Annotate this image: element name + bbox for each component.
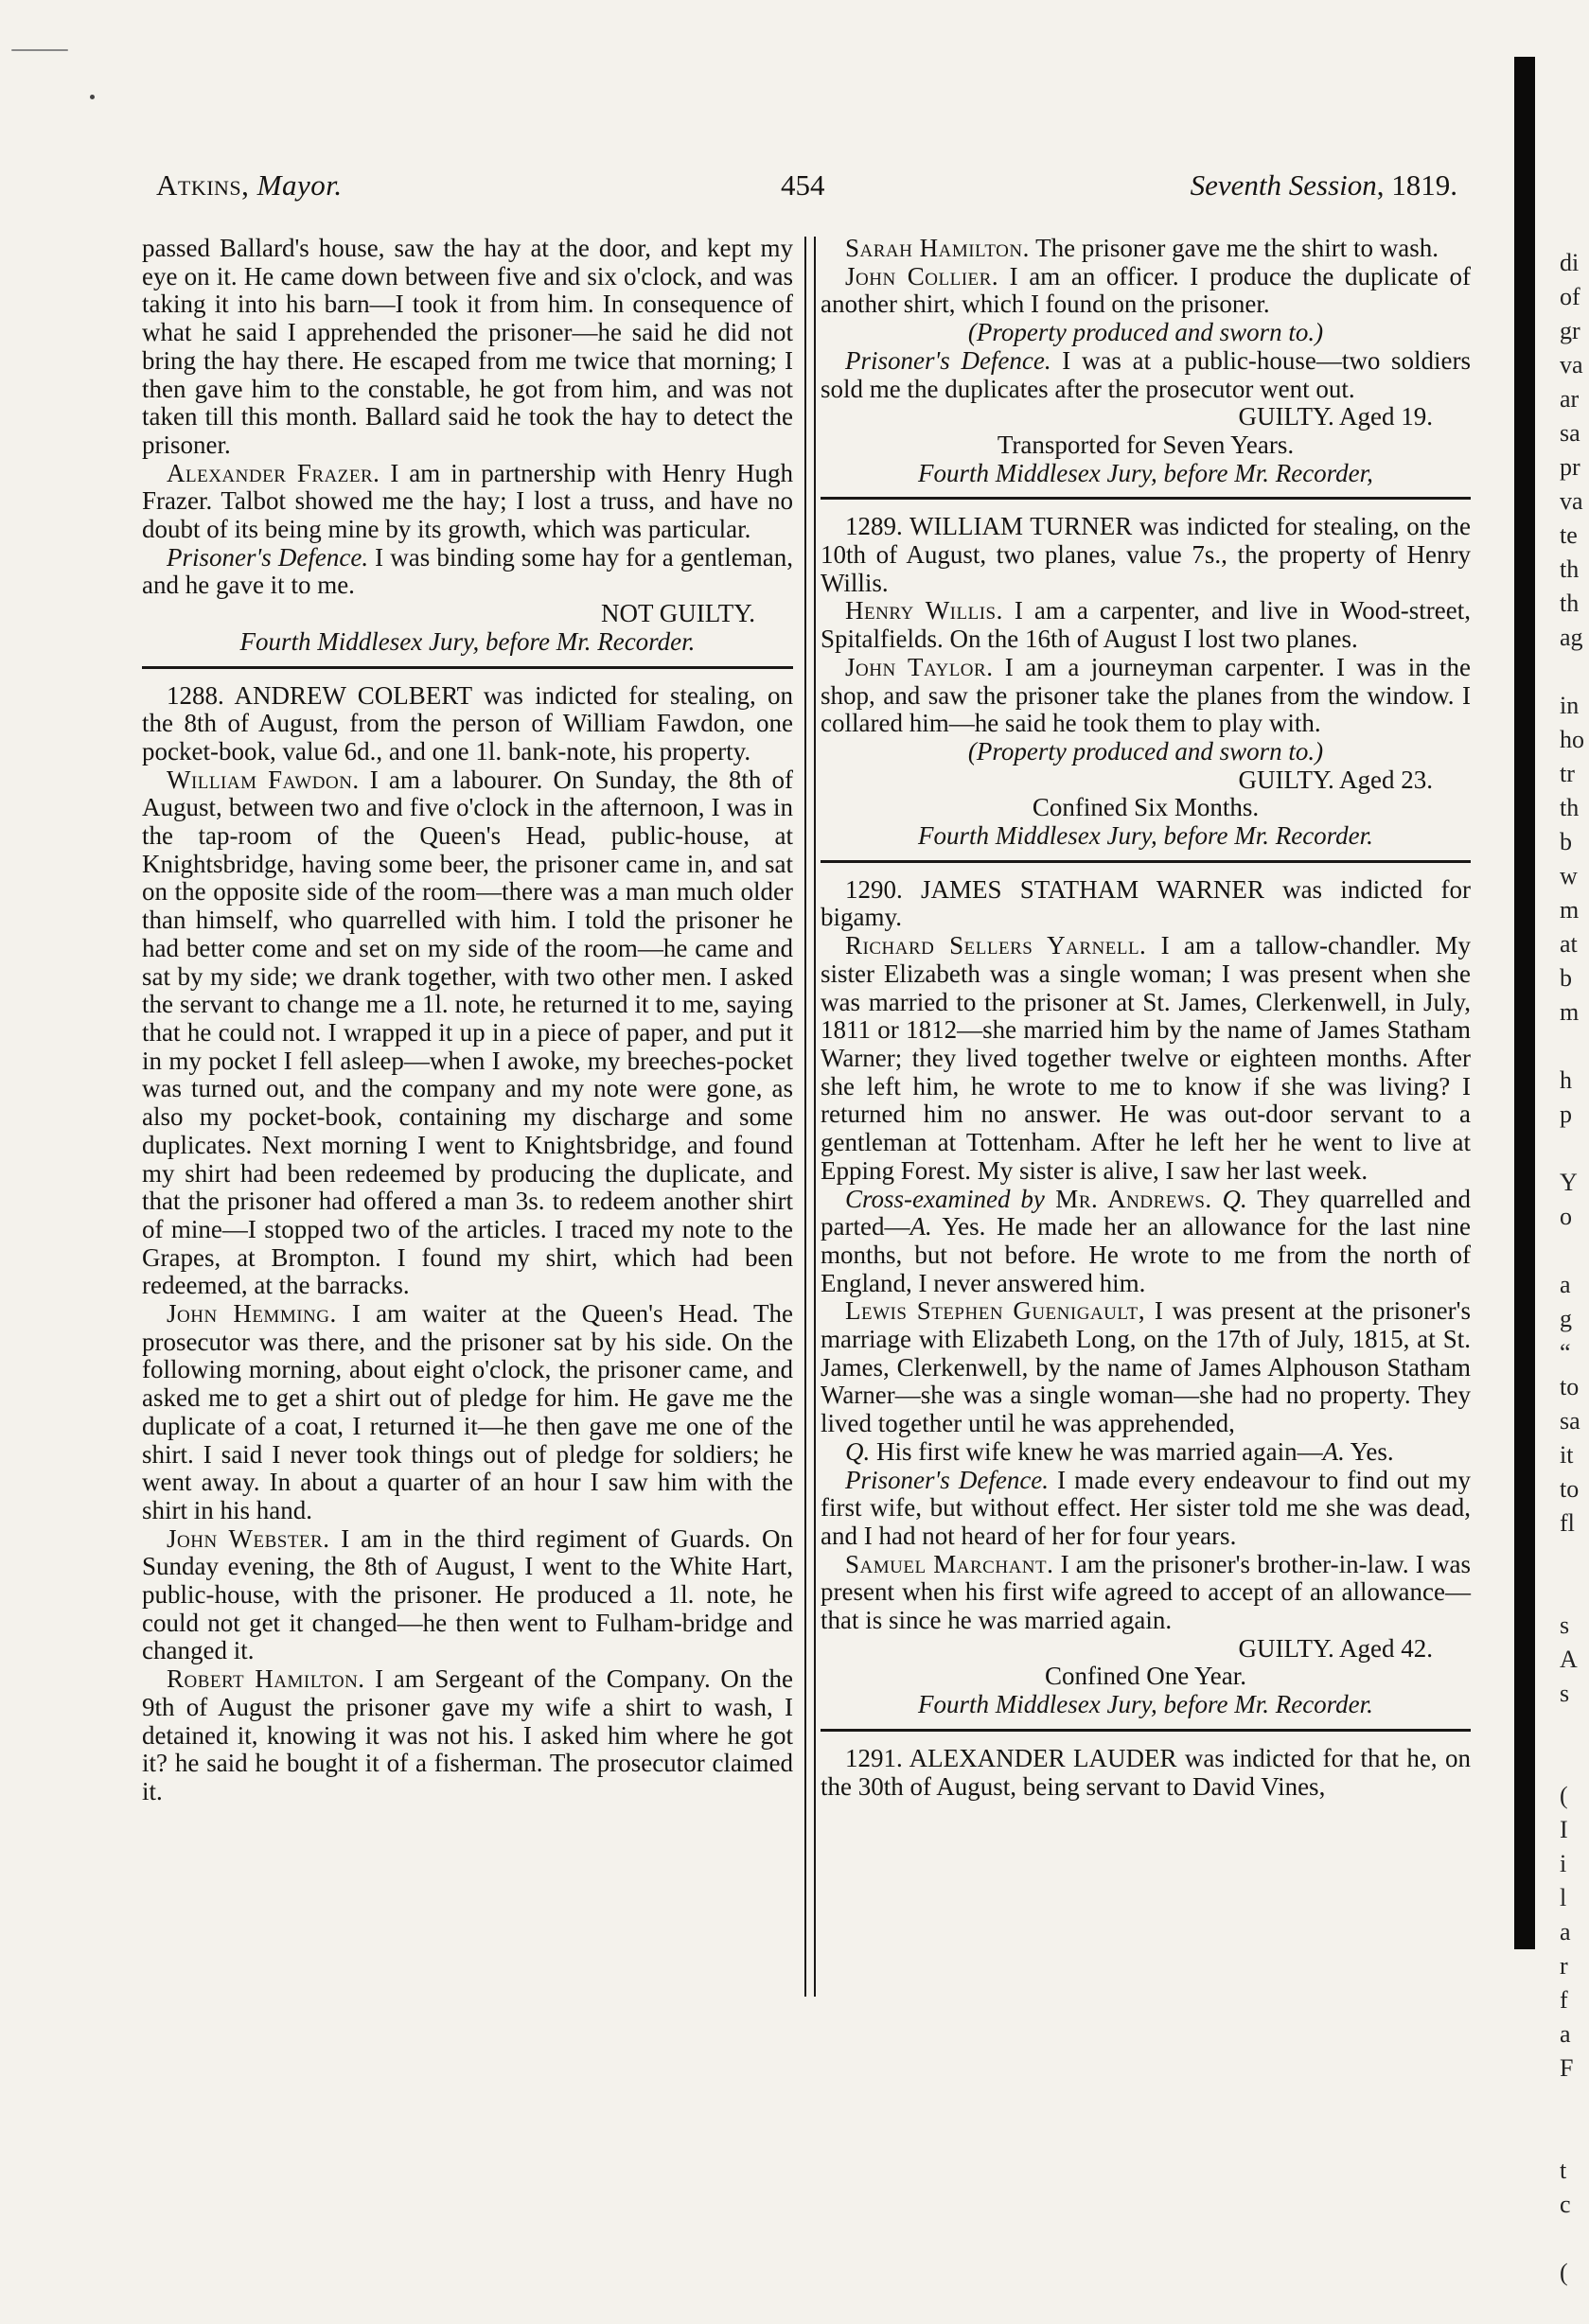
fragment: th xyxy=(1560,590,1580,617)
fragment: ag xyxy=(1560,624,1583,651)
witness-name: John Hemming. xyxy=(167,1299,337,1329)
fragment: ar xyxy=(1560,385,1580,413)
fragment: s xyxy=(1560,1611,1570,1639)
header-year: 1819. xyxy=(1391,168,1457,202)
fragment: l xyxy=(1560,1884,1567,1911)
answer-marker: A. xyxy=(1322,1436,1345,1466)
header-session: Seventh Session, 1819. xyxy=(1190,168,1457,202)
paragraph: passed Ballard's house, saw the hay at the door, and kept my eye on it. He came down between five and six o'clock, and was taking it into his barn—I took it from him. In consequence of what he said I apprehended the prisoner—he said he did not bring the hay there. He escaped from me twice that morning; I then gave him to the constable, he got from him, and was not taken till this month. Ballard said he took the hay to detect the prisoner. xyxy=(142,234,793,459)
defence-label: Prisoner's Defence. xyxy=(845,345,1051,375)
jury-line: Fourth Middlesex Jury, before Mr. Recorder. xyxy=(918,821,1373,851)
testimony-text: The prisoner gave me the shirt to wash. xyxy=(1029,234,1439,262)
fragment: to xyxy=(1560,1373,1580,1400)
case-1291 xyxy=(821,1745,1471,1801)
sentence: Transported for Seven Years. xyxy=(997,430,1295,459)
fragment xyxy=(1560,2290,1588,2324)
case-title: 1289. WILLIAM TURNER xyxy=(845,512,1133,541)
column-divider xyxy=(804,237,816,1997)
fragment xyxy=(1560,1575,1588,1609)
prisoner-defence xyxy=(142,544,793,600)
jury-line: Fourth Middlesex Jury, before Mr. Recorder. xyxy=(918,1690,1373,1719)
witness-name: Sarah Hamilton. xyxy=(845,234,1030,262)
fragment: I xyxy=(1560,1816,1568,1843)
fragment xyxy=(1560,2120,1588,2154)
fragment: tr xyxy=(1560,760,1575,787)
binding-shadow xyxy=(1514,57,1535,1949)
fragment: t xyxy=(1560,2157,1567,2184)
fragment: m xyxy=(1560,896,1580,924)
fragment: “ xyxy=(1560,1339,1571,1366)
fragment: A xyxy=(1560,1646,1578,1673)
case-title: 1291. ALEXANDER LAUDER xyxy=(845,1743,1177,1772)
section-rule xyxy=(821,1729,1471,1732)
fragment: of xyxy=(1560,283,1580,310)
left-column xyxy=(142,235,793,1806)
counsel-name: Mr. Andrews. xyxy=(1044,1184,1212,1213)
fragment xyxy=(1560,1234,1588,1268)
paper-speck xyxy=(90,95,95,99)
witness-name: William Fawdon. xyxy=(167,765,360,794)
testimony-text: I am an officer. I produce the duplicate of another shirt, which I found on the prisoner. xyxy=(821,261,1472,319)
fragment: va xyxy=(1560,487,1583,515)
defence-text: I was binding some hay for a gentleman, and he gave it to me. xyxy=(142,542,794,600)
header-mayor-title: Mayor. xyxy=(256,168,343,202)
fragment xyxy=(1560,1745,1588,1779)
witness-name: Robert Hamilton. xyxy=(167,1664,365,1694)
cross-label: Cross-examined by xyxy=(845,1184,1045,1213)
section-rule xyxy=(821,860,1471,863)
case-1289 xyxy=(821,513,1471,597)
page-number: 454 xyxy=(781,168,825,202)
answer-text: Yes. He made her an allowance for the last nine months, but not before. He wrote to me from the north of England, I never answered him. xyxy=(821,1212,1471,1297)
witness-name: Richard Sellers Yarnell. xyxy=(845,931,1147,960)
fragment: b xyxy=(1560,964,1572,992)
fragment: gr xyxy=(1560,317,1580,344)
testimony-hemming xyxy=(142,1300,793,1525)
verdict: GUILTY. Aged 42. xyxy=(1238,1633,1433,1663)
testimony-text: I am a journeyman carpenter. I was in the shop, and saw the prisoner take the planes from the window. I collared him—he said he took them to play with. xyxy=(821,652,1472,738)
header-mayor-name: Atkins xyxy=(156,168,242,202)
question-text: They quarrelled and parted— xyxy=(821,1184,1471,1241)
defence-label: Prisoner's Defence. xyxy=(845,1465,1050,1494)
fragment xyxy=(1560,655,1588,689)
case-text: was indicted for that he, on the 30th of August, being servant to David Vines, xyxy=(821,1743,1472,1801)
fragment: in xyxy=(1560,692,1580,719)
fragment: r xyxy=(1560,1952,1568,1980)
fragment: pr xyxy=(1560,453,1580,481)
case-1290 xyxy=(821,876,1471,932)
fragment: m xyxy=(1560,998,1580,1026)
fragment: it xyxy=(1560,1441,1574,1469)
fragment: ( xyxy=(1560,2259,1568,2286)
jury-line: Fourth Middlesex Jury, before Mr. Recorder, xyxy=(918,458,1373,487)
testimony-text: I am Sergeant of the Company. On the 9th of August the prisoner gave my wife a shirt to wash, I detained it, knowing it was not his. I asked him where he got it? he said he bought it of a fisherman. The prosecutor claimed it. xyxy=(142,1664,794,1805)
cross-examination xyxy=(821,1186,1471,1298)
defence-text: I made every endeavour to find out my first wife, but without effect. Her sister told me she was dead, and I had not heard of her for four years. xyxy=(821,1465,1472,1550)
fragment xyxy=(1560,1030,1588,1064)
case-title: 1288. ANDREW COLBERT xyxy=(167,680,472,710)
adjacent-page-fragments xyxy=(1560,246,1588,2324)
header-session-name: Seventh Session xyxy=(1190,168,1377,202)
verdict: GUILTY. Aged 19. xyxy=(1238,402,1433,431)
fragment: fl xyxy=(1560,1509,1575,1537)
verdict: GUILTY. Aged 23. xyxy=(1238,765,1433,794)
fragment: at xyxy=(1560,930,1578,958)
witness-name: Henry Willis. xyxy=(845,596,1003,625)
fragment xyxy=(1560,1132,1588,1166)
testimony-text: I am in partnership with Henry Hugh Frazer. Talbot showed me the hay; I lost a truss, and have no doubt of its being mine by its growth, which was particular. xyxy=(142,458,794,544)
testimony-text: I am a tallow-chandler. My sister Elizabeth was a single woman; I was present when she was married to the prisoner at St. James, Clerkenwell, in July, 1811 or 1812—she married him by the name of James Statham Warner; they lived together twelve or eighteen months. After she left him, he wrote to me to know if she was living? I returned him no answer. He was out-door servant to a gentleman at Tottenham. After he left her he went to live at Epping Forest. My sister is alive, I saw her last week. xyxy=(821,931,1471,1185)
fragment: F xyxy=(1560,2054,1574,2082)
sentence: Confined Six Months. xyxy=(1032,793,1260,822)
testimony-text: I am in the third regiment of Guards. On Sunday evening, the 8th of August, I went to the White Hart, public-house, with the prisoner. He produced a 1l. note, he could not get it changed—he then went to Fulham-bridge and changed it. xyxy=(142,1523,793,1665)
fragment: c xyxy=(1560,2191,1571,2218)
page-header xyxy=(156,168,1457,212)
fragment: a xyxy=(1560,1918,1571,1945)
testimony-text: I am waiter at the Queen's Head. The prosecutor was there, and the prisoner sat by his side. On the following morning, about eight o'clock, the prisoner came, and asked me to get a shirt out of pledge for him. He gave me the duplicate of a coat, I returned it—he then gave me one of the shirt. I said I never took things out of pledge for soldiers; he went away. In about a quarter of an hour I saw him with the shirt in his hand. xyxy=(142,1299,793,1524)
testimony-sarah xyxy=(821,235,1471,263)
property-note: (Property produced and sworn to.) xyxy=(967,736,1324,766)
fragment: sa xyxy=(1560,1407,1580,1435)
fragment xyxy=(1560,2222,1588,2256)
prisoner-defence xyxy=(821,347,1471,403)
question-text: His first wife knew he was married again— xyxy=(870,1436,1323,1466)
testimony-frazer xyxy=(142,460,793,544)
case-text: was indicted for stealing, on the 10th of August, two planes, value 7s., the property of Henry Willis. xyxy=(821,512,1471,597)
testimony-text: I am the prisoner's brother-in-law. I was present when his first wife agreed to accept of an allowance—that is since he was married again. xyxy=(821,1549,1471,1635)
case-text: was indicted for stealing, on the 8th of August, from the person of William Fawdon, one pocket-book, value 6d., and one 1l. bank-note, his property. xyxy=(142,680,793,766)
witness-name: Lewis Stephen Guenigault, xyxy=(845,1296,1146,1326)
header-mayor: Atkins, Mayor. xyxy=(156,168,343,202)
testimony-hamilton xyxy=(142,1665,793,1806)
question-marker: Q. xyxy=(845,1436,871,1466)
verdict: NOT GUILTY. xyxy=(600,599,755,628)
question xyxy=(821,1438,1471,1467)
fragment: th xyxy=(1560,555,1580,583)
property-note: (Property produced and sworn to.) xyxy=(967,318,1324,347)
fragment: di xyxy=(1560,249,1580,276)
testimony-guenigault xyxy=(821,1297,1471,1438)
testimony-text: I am a labourer. On Sunday, the 8th of August, between two and five o'clock in the afternoon, I was in the tap-room of the Queen's Head, public-house, at Knightsbridge, having some beer, the prisoner came in, and sat on the opposite side of the room—there was a man much older than himself, who quarrelled with him. I told the prisoner he had better come and set on my side of the room—he came and sat by my side; we drank together, with two other men. I asked the servant to change me a 1l. note, he returned it to me, saying that he could not. I wrapped it up in a piece of paper, and put it in my pocket I fell asleep—when I awoke, my breeches-pocket was turned out, and the company and my note were gone, as also my pocket-book, containing my discharge and some duplicates. Next morning I went to Knightsbridge, and found my shirt had been redeemed by producing the duplicate, and that the prisoner had offered a man 3s. to redeem another shirt of mine—I stopped two of the articles. I traced my note to the Grapes, at Brompton. I found my shirt, which had been redeemed, at the barracks. xyxy=(142,765,793,1300)
section-rule xyxy=(142,666,793,669)
testimony-willis xyxy=(821,597,1471,653)
fragment: h xyxy=(1560,1066,1572,1094)
fragment: w xyxy=(1560,862,1578,889)
defence-label: Prisoner's Defence. xyxy=(167,542,369,572)
fragment: sa xyxy=(1560,419,1580,447)
testimony-webster xyxy=(142,1525,793,1666)
case-title: 1290. JAMES STATHAM WARNER xyxy=(845,874,1264,904)
testimony-fawdon xyxy=(142,766,793,1300)
fragment xyxy=(1560,1541,1588,1575)
paper-mark xyxy=(11,49,68,51)
defence-text: I was at a public-house—two soldiers sold me the duplicates after the prosecutor went out. xyxy=(821,345,1472,403)
fragment: te xyxy=(1560,521,1578,549)
witness-name: John Collier. xyxy=(845,261,999,290)
witness-name: John Taylor. xyxy=(845,652,994,681)
fragment: p xyxy=(1560,1100,1572,1128)
answer-text: Yes. xyxy=(1344,1436,1394,1466)
sentence: Confined One Year. xyxy=(1045,1662,1246,1691)
fragment: to xyxy=(1560,1475,1580,1503)
jury-line: Fourth Middlesex Jury, before Mr. Recorder. xyxy=(239,626,696,656)
fragment: s xyxy=(1560,1680,1570,1707)
testimony-marchant xyxy=(821,1551,1471,1635)
fragment: Y xyxy=(1560,1169,1578,1196)
testimony-text: I am a carpenter, and live in Wood-street, Spitalfields. On the 16th of August I lost two planes. xyxy=(821,596,1471,654)
fragment: a xyxy=(1560,2020,1571,2048)
section-rule xyxy=(821,497,1471,500)
witness-name: John Webster. xyxy=(167,1523,330,1553)
fragment: ( xyxy=(1560,1782,1568,1809)
witness-name: Alexander Frazer. xyxy=(167,458,380,487)
case-1288 xyxy=(142,682,793,766)
prisoner-defence xyxy=(821,1467,1471,1551)
fragment: th xyxy=(1560,794,1580,821)
answer-marker: A. xyxy=(909,1212,932,1241)
fragment: a xyxy=(1560,1271,1571,1298)
witness-name: Samuel Marchant. xyxy=(845,1549,1054,1578)
fragment: i xyxy=(1560,1850,1567,1877)
fragment xyxy=(1560,1711,1588,1745)
testimony-text: I was present at the prisoner's marriage with Elizabeth Long, on the 17th of July, 1815, at St. James, Clerkenwell, by the name of James Alphouson Statham Warner—she was a single woman—she had no property. They lived together until he was apprehended, xyxy=(821,1296,1471,1438)
fragment: ho xyxy=(1560,726,1584,753)
testimony-collier xyxy=(821,263,1471,319)
fragment: va xyxy=(1560,351,1583,379)
fragment: b xyxy=(1560,828,1572,855)
fragment xyxy=(1560,2086,1588,2120)
right-column xyxy=(821,235,1471,1801)
fragment: g xyxy=(1560,1305,1572,1332)
fragment: o xyxy=(1560,1203,1572,1230)
case-text: was indicted for bigamy. xyxy=(821,874,1471,932)
testimony-yarnell xyxy=(821,932,1471,1185)
fragment: f xyxy=(1560,1986,1568,2014)
testimony-taylor xyxy=(821,654,1471,738)
question-marker: Q. xyxy=(1211,1184,1247,1213)
